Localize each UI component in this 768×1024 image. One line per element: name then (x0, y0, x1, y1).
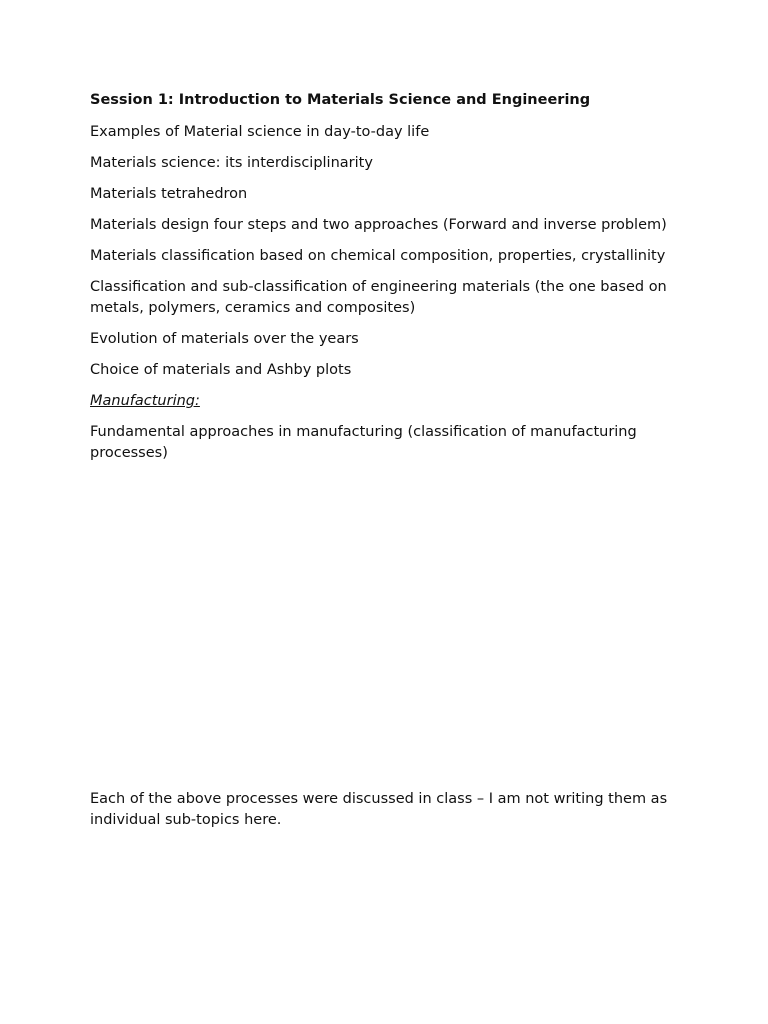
topic-item: Materials classification based on chemical composition, properties, crystallinity (90, 248, 666, 264)
topic-item: Materials science: its interdisciplinarity (90, 155, 373, 171)
topic-item: Examples of Material science in day-to-day life (90, 124, 430, 140)
manufacturing-item: Fundamental approaches in manufacturing (classification of manufacturing processes) (90, 424, 637, 461)
topic-item: Materials tetrahedron (90, 186, 248, 202)
topic-item: Materials design four steps and two approaches (Forward and inverse problem) (90, 217, 667, 233)
document-body (90, 90, 680, 474)
manufacturing-heading: Manufacturing: (90, 393, 200, 409)
topic-item: Evolution of materials over the years (90, 331, 359, 347)
footer-note: Each of the above processes were discussed in class – I am not writing them as individual sub-topics here. (90, 791, 668, 828)
topic-item: Choice of materials and Ashby plots (90, 362, 352, 378)
topic-item: Classification and sub-classification of engineering materials (the one based on metals, polymers, ceramics and composites) (90, 279, 667, 316)
session-title: Session 1: Introduction to Materials Science and Engineering (90, 92, 591, 108)
